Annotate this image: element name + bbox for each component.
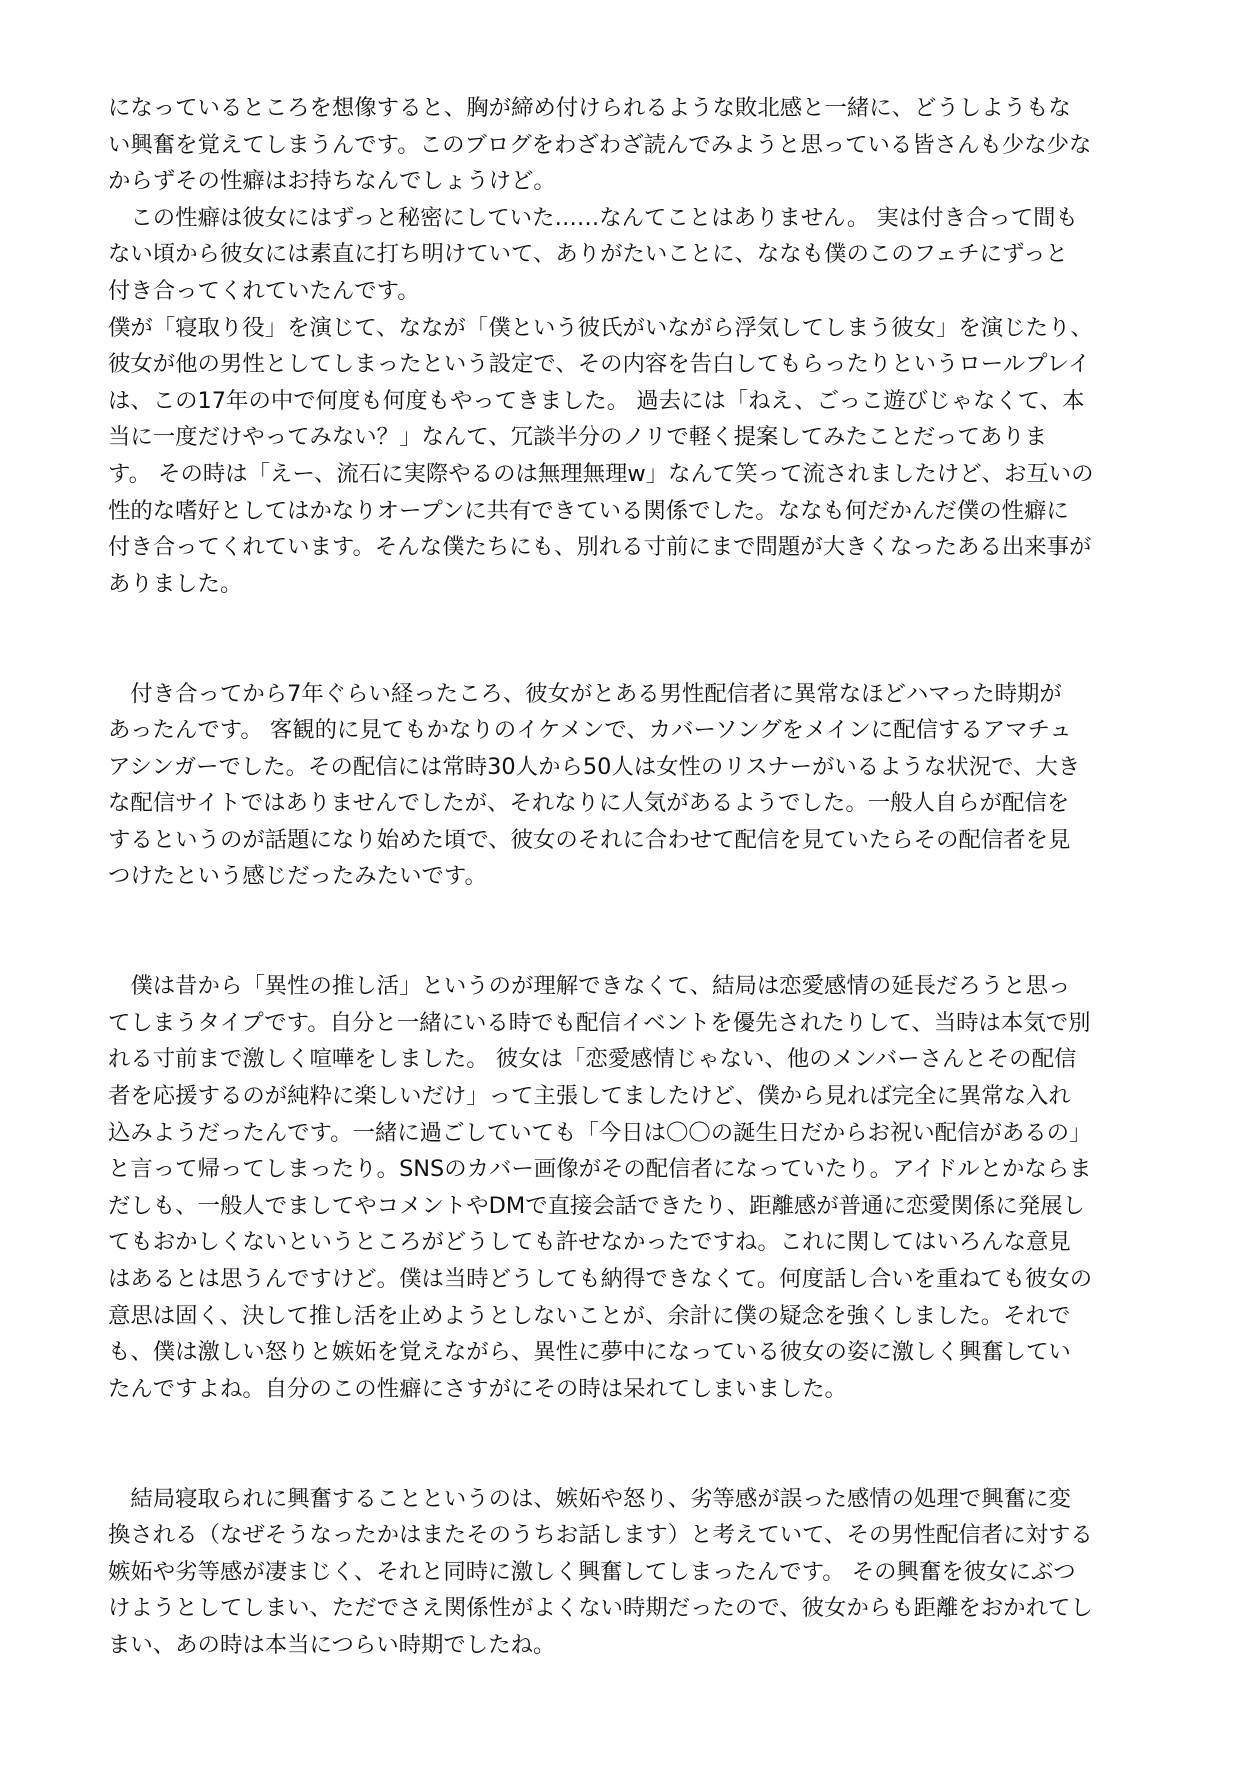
text-line: な配信サイトではありませんでしたが、それなりに人気があるようでした。一般人自らが配信を — [108, 790, 1070, 817]
text-line: はあるとは思うんですけど。僕は当時どうしても納得できなくて。何度話し合いを重ねても彼女の — [108, 1266, 1093, 1292]
text-line: 込みようだったんです。一緒に過ごしていても「今日は〇〇の誕生日だからお祝い配信があるの」 — [108, 1119, 1092, 1146]
text-line: 者を応援するのが純粋に楽しいだけ」って主張してましたけど、僕から見れば完全に異常な入れ — [108, 1083, 1071, 1110]
text-line: ない頃から彼女には素直に打ち明けていて、ありがたいことに、ななも僕のこのフェチにずっと — [108, 241, 1068, 268]
text-line: たんですよね。自分のこの性癖にさすがにその時は呆れてしまいました。 — [108, 1375, 847, 1402]
paragraph-1 — [108, 90, 1136, 602]
text-line: 付き合ってくれています。そんな僕たちにも、別れる寸前にまで問題が大きくなったある出来事が — [108, 534, 1092, 561]
paragraph-spacer — [108, 895, 1136, 968]
text-line: は、この17年の中で何度も何度もやってきました。 過去には「ねえ、ごっこ遊びじゃなくて、本 — [108, 387, 1085, 414]
text-line: この性癖は彼女にはずっと秘密にしていた……なんてことはありません。 実は付き合って間も — [108, 204, 1078, 231]
paragraph-spacer — [108, 1407, 1136, 1480]
text-line: ありました。 — [108, 570, 243, 597]
text-line: てしまうタイプです。自分と一緒にいる時でも配信イベントを優先されたりして、当時は本気で別 — [108, 1009, 1091, 1036]
text-line: 当に一度だけやってみない？」なんて、冗談半分のノリで軽く提案してみたことだってありま — [108, 424, 1048, 451]
text-line: 嫉妬や劣等感が凄まじく、それと同時に激しく興奮してしまったんです。 その興奮を彼女にぶつ — [108, 1558, 1076, 1585]
text-line: 意思は固く、決して推し活を止めようとしないことが、余計に僕の疑念を強くしました。それで — [108, 1302, 1071, 1329]
text-line: になっているところを想像すると、胸が締め付けられるような敗北感と一緒に、どうしようもな — [108, 95, 1071, 121]
text-line: 僕は昔から「異性の推し活」というのが理解できなくて、結局は恋愛感情の延長だろうと思っ — [108, 973, 1071, 1000]
text-line: けようとしてしまい、ただでさえ関係性がよくない時期だったので、彼女からも距離をおかれてし — [108, 1595, 1093, 1622]
text-line: と言って帰ってしまったり。SNSのカバー画像がその配信者になっていたり。アイドルとかならま — [108, 1156, 1092, 1183]
paragraph-spacer — [108, 602, 1136, 675]
text-line: 結局寝取られに興奮することというのは、嫉妬や怒り、劣等感が誤った感情の処理で興奮に変 — [108, 1485, 1071, 1512]
text-line: からずその性癖はお持ちなんでしょうけど。 — [108, 168, 556, 195]
text-line: てもおかしくないというところがどうしても許せなかったですね。これに関してはいろんな意見 — [108, 1229, 1071, 1256]
text-line: れる寸前まで激しく喧嘩をしました。 彼女は「恋愛感情じゃない、他のメンバーさんとその配信 — [108, 1046, 1077, 1073]
text-line: 換される（なぜそうなったかはまたそのうちお話します）と考えていて、その男性配信者に対する — [108, 1522, 1093, 1549]
text-line: するというのが話題になり始めた頃で、彼女のそれに合わせて配信を見ていたらその配信者を見 — [108, 826, 1071, 853]
paragraph-3 — [108, 968, 1136, 1407]
text-line: い興奮を覚えてしまうんです。このブログをわざわざ読んでみようと思っている皆さんも少な少な — [108, 131, 1092, 158]
text-line: あったんです。 客観的に見てもかなりのイケメンで、カバーソングをメインに配信するアマチュ — [108, 717, 1072, 744]
document-page — [108, 90, 1136, 1664]
text-line: 付き合ってから7年ぐらい経ったころ、彼女がとある男性配信者に異常なほどハマった時期が — [108, 680, 1062, 707]
text-line: まい、あの時は本当につらい時期でしたね。 — [108, 1631, 556, 1658]
text-line: アシンガーでした。その配信には常時30人から50人は女性のリスナーがいるような状況で、大き — [108, 753, 1081, 780]
paragraph-2 — [108, 676, 1136, 896]
text-line: だしも、一般人でましてやコメントやDMで直接会話できたり、距離感が普通に恋愛関係に発展し — [108, 1192, 1085, 1219]
text-line: 付き合ってくれていたんです。 — [108, 277, 420, 304]
text-line: も、僕は激しい怒りと嫉妬を覚えながら、異性に夢中になっている彼女の姿に激しく興奮してい — [108, 1339, 1071, 1366]
text-line: 性的な嗜好としてはかなりオープンに共有できている関係でした。ななも何だかんだ僕の性癖に — [108, 497, 1069, 524]
text-line: つけたという感じだったみたいです。 — [108, 863, 487, 890]
text-line: 僕が「寝取り役」を演じて、ななが「僕という彼氏がいながら浮気してしまう彼女」を演じたり、 — [108, 314, 1093, 341]
paragraph-4 — [108, 1481, 1136, 1664]
text-line: 彼女が他の男性としてしまったという設定で、その内容を告白してもらったりというロールプレイ — [108, 351, 1091, 378]
text-line: す。 その時は「えー、流石に実際やるのは無理無理w」なんて笑って流されましたけど、お互いの — [108, 460, 1094, 487]
